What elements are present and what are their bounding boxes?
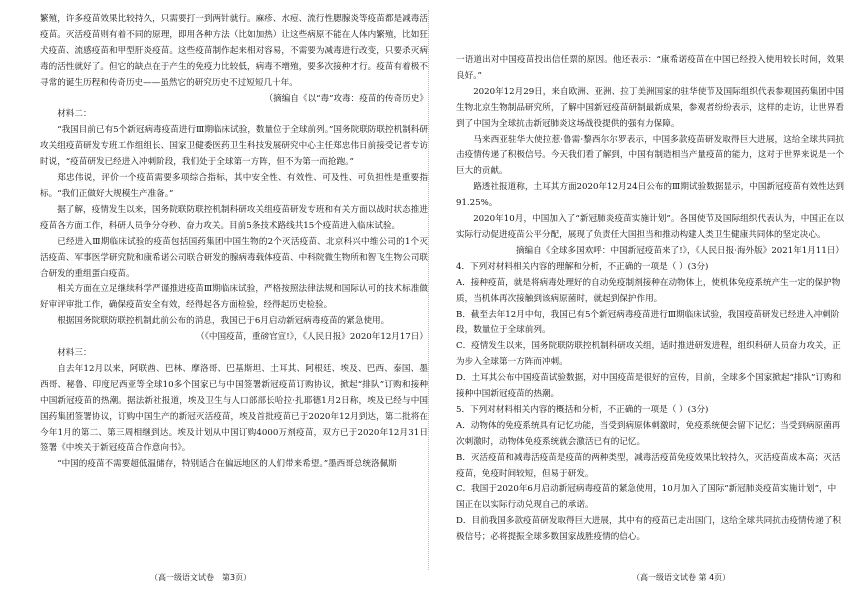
- material-3-paragraph: “中国的疫苗不需要超低温储存，特别适合在偏远地区的人们带来希望。”墨西哥总统洛佩斯: [57, 459, 397, 470]
- question-4-option-d: D．土耳其公布中国疫苗试验数据，对中国疫苗是很好的宣传，目前，全球多个国家掀起“排队”订购和接种中国新冠疫苗的热潮。: [456, 373, 842, 400]
- right-paragraph: 2020年10月，中国加入了“新冠肺炎疫苗实施计划”。各国使节及国际组织代表认为，中国正在以实际行动促进疫苗公平分配，展现了负责任大国担当和推动构建人类卫生健康共同体的坚定决心。: [456, 214, 844, 240]
- material-2-paragraph: 据了解，疫情发生以来，国务院联防联控机制科研攻关组疫苗研发专班和有关方面以战时状态推进疫苗各方面工作，科研人员争分夺秒、奋力攻关。目前5条技术路线共15个疫苗进入临床试验。: [40, 204, 428, 231]
- question-5: 5．下列对材料相关内容的概括和分析，不正确的一项是（ ）(3分): [456, 404, 709, 415]
- left-intro-paragraph: 繁殖，许多疫苗效果比较持久，只需要打一到两针就行。麻疹、水痘、流行性腮腺炎等疫苗都是减毒活疫苗。灭活疫苗则有着不同的原理，即用各种方法（比如加热）让这些病原不能在人体内繁殖，比如狂犬疫苗、流感疫苗和甲型肝炎疫苗。这些疫苗制作起来相对容易，不需要为减毒进行改变，只要杀灭病毒的活性就好了。但它的缺点在于产生的免疫力比较低，病毒不增殖，要多次接种才行。疫苗有着极不寻常的诞生历程和传奇历史——虽然它的研究历史不过短短几十年。: [40, 14, 428, 88]
- question-4: 4．下列对材料相关内容的理解和分析，不正确的一项是（ ）(3分): [456, 261, 709, 272]
- right-column: [456, 53, 844, 546]
- material-2-paragraph: 已经进入Ⅲ期临床试验的疫苗包括国药集团中国生物的2个灭活疫苗、北京科兴中维公司的1个灭活疫苗、军事医学研究院和康希诺公司联合研发的腺病毒载体疫苗、中科院微生物所和智飞生物公司联合研发的重组蛋白疫苗。: [40, 236, 428, 279]
- material-2-paragraph: 根据国务院联防联控机制此前公布的消息，我国已于6月启动新冠病毒疫苗的紧急使用。: [57, 316, 390, 327]
- page-footer-right: （高一级语文试卷 第 4页）: [632, 573, 731, 582]
- right-continuation-paragraph: 一语道出对中国疫苗投出信任票的原因。他还表示：“康希诺疫苗在中国已经投入使用较长时间，效果良好。”: [456, 55, 844, 81]
- question-5-option-a: A．动物体的免疫系统具有记忆功能，当受到病原体刺激时，免疫系统便会留下记忆；当受到病原菌再次刺激时，动物体免疫系统就会激活已有的记忆。: [456, 420, 841, 447]
- right-paragraph: 2020年12月29日，来自欧洲、亚洲、拉丁美洲国家的驻华使节及国际组织代表参观国药集团中国生物北京生物制品研究所，了解中国新冠疫苗研制最新成果，参观者纷纷表示，这样的走访，让世界看到了中国为全球抗击新冠肺炎这场战役提供的强有力保障。: [456, 86, 844, 129]
- material-3-heading: 材料三：: [57, 348, 92, 359]
- source-citation-2: （《中国疫苗，重磅官宣!》，《人民日报》2020年12月17日）: [196, 332, 428, 343]
- question-5-option-c: C．我国于2020年6月启动新冠病毒疫苗的紧急使用，10月加入了国际“新冠肺炎疫苗实施计划”，中国正在以实际行动兑现自己的承诺。: [456, 484, 837, 511]
- question-4-option-b: B．截至去年12月中旬，我国已有5个新冠病毒疫苗进行Ⅲ期临床试验，我国疫苗研发已经进入冲刺阶段，数量位于全球前列。: [456, 309, 840, 336]
- question-4-option-c: C．疫情发生以来，国务院联防联控机制科研攻关组，适时推进研发进程，组织科研人员奋力攻关，正为步入全球第一方阵而冲刺。: [456, 341, 841, 368]
- source-citation-3: 摘编自《全球多国欢呼：中国新冠疫苗来了!》，《人民日报·海外版》2021年1月11日）: [515, 245, 844, 256]
- material-2-paragraph: 郑忠伟说，评价一个疫苗需要多项综合指标，其中安全性、有效性、可及性、可负担性是重要指标。“我们正做好大规模生产准备。”: [40, 173, 428, 199]
- material-2-paragraph: “我国目前已有5个新冠病毒疫苗进行Ⅲ期临床试验，数量位于全球前列。”国务院联防联控机制科研攻关组疫苗研发专班工作组组长、国家卫健委医药卫生科技发展研究中心主任郑忠伟日前接受记者专访时说，“疫苗研发已经进入冲刺阶段，我们处于全球第一方阵，但不为第一而抢跑。”: [40, 125, 428, 168]
- source-citation-1: （摘编自《以“毒”攻毒：疫苗的传奇历史》: [264, 93, 428, 104]
- material-2-paragraph: 相关方面在立足继续科学严谨推进疫苗Ⅲ期临床试验，严格按照法律法规和国际认可的技术标准做好审评审批工作，确保疫苗安全有效，经得起各方面检验，经得起历史检验。: [40, 284, 428, 311]
- right-paragraph: 路透社报道称，土耳其方面2020年12月24日公布的Ⅲ期试验数据显示，中国新冠疫苗有效性达到91.25%。: [456, 182, 844, 209]
- material-3-paragraph: 自去年12月以来，阿联酋、巴林、摩洛哥、巴基斯坦、土耳其、阿根廷、埃及、巴西、泰国、墨西哥、秘鲁、印度尼西亚等全球10多个国家已与中国签署新冠疫苗订购协议，掀起“排队”订购和接种中国新冠疫苗的热潮。据法新社报道，埃及卫生与人口部部长哈拉·扎耶德1月2日称，埃及已经与中国国药集团签署协议，订购中国生产的新冠灭活疫苗，埃及首批疫苗已于2020年12月到达，第二批将在今年1月的第二、第三周相继到达。埃及计划从中国订购4000万剂疫苗，双方已于2020年12月31日签署《中埃关于新冠疫苗合作意向书》。: [40, 363, 428, 454]
- column-divider: [428, 10, 429, 570]
- question-5-option-b: B．灭活疫苗和减毒活疫苗是疫苗的两种类型，减毒活疫苗免疫效果比较持久，灭活疫苗成本高；灭活疫苗，免疫时间较短，但易于研发。: [456, 452, 841, 479]
- right-paragraph: 马来西亚驻华大使拉惹·鲁需·黎西尔尔罗表示，中国多款疫苗研发取得巨大进展，这给全球共同抗击疫情传递了积极信号。今天我们看了解到，中国有制造相当产量疫苗的能力，这对于世界来说是一个巨大的贡献。: [456, 134, 844, 177]
- page-footer-left: （高一级语文试卷 第3页）: [150, 573, 252, 582]
- question-5-option-d: D．目前我国多款疫苗研发取得巨大进展，其中有的疫苗已走出国门，这给全球共同抗击疫情传递了积极信号；必将提振全球多数国家战胜疫情的信心。: [456, 516, 842, 543]
- question-4-option-a: A．接种疫苗，就是将病毒处理好的自动免疫制剂接种在动物体上，使机体免疫系统产生一定的保护物质，当机体再次接触到该病原菌时，就起到保护作用。: [456, 277, 841, 304]
- material-2-heading: 材料二：: [57, 109, 92, 120]
- left-column: [40, 12, 428, 473]
